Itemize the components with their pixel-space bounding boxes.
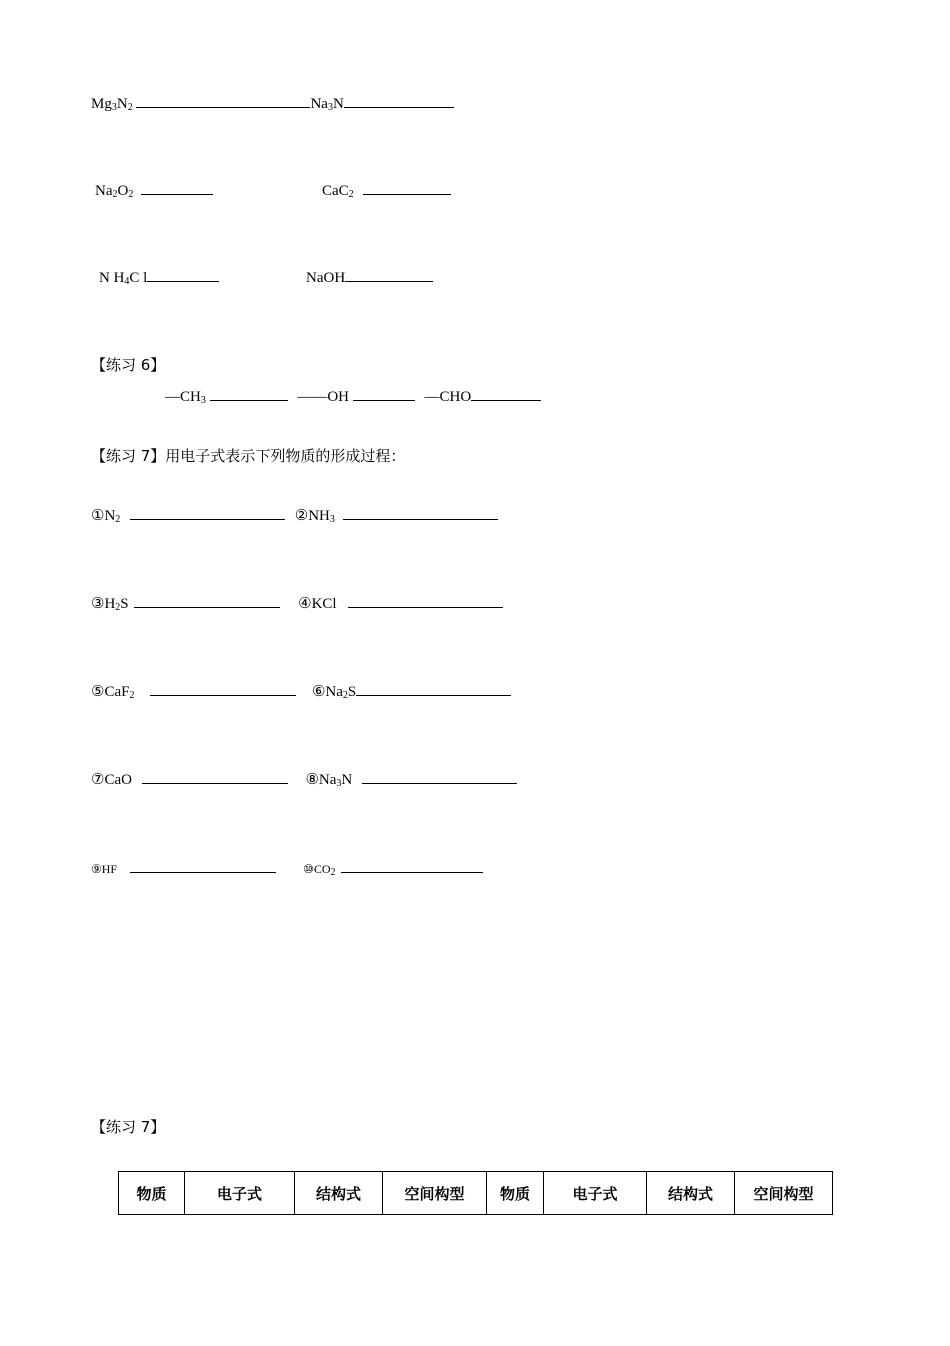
ex7-row-2: $③H_2S$ ④KCl [91,593,503,613]
answer-blank[interactable] [142,769,288,784]
header-spatial-shape: 空间构型 [735,1172,833,1215]
answer-blank[interactable] [344,93,454,108]
ex7-row-4: ⑦CaO $⑧Na_3N$ [91,769,517,789]
exercise-7-title: 【练习 7】用电子式表示下列物质的形成过程： [91,447,406,465]
header-structural-formula: 结构式 [647,1172,735,1215]
answer-blank[interactable] [348,593,503,608]
header-electron-formula: 电子式 [544,1172,647,1215]
answer-blank[interactable] [341,858,483,873]
exercise-6-groups: $—CH_3$ ——OH —CHO [165,386,541,406]
answer-blank[interactable] [141,180,213,195]
answer-blank[interactable] [356,681,511,696]
formula-mg3n2: $Mg_3N_2$ $Na_3N$ [91,93,454,113]
header-substance: 物质 [119,1172,185,1215]
molecule-table [118,1171,833,1215]
answer-blank[interactable] [471,386,541,401]
header-structural-formula: 结构式 [295,1172,383,1215]
formula-na2o2: $Na_2O_2$ [95,180,213,200]
answer-blank[interactable] [136,93,310,108]
header-substance: 物质 [487,1172,544,1215]
answer-blank[interactable] [363,180,451,195]
answer-blank[interactable] [150,681,296,696]
answer-blank[interactable] [134,593,280,608]
answer-blank[interactable] [130,858,276,873]
answer-blank[interactable] [353,386,415,401]
answer-blank[interactable] [130,505,285,520]
ex7-row-5: ⑨HF $⑩CO_2$ [91,858,483,878]
table-header-row [119,1172,833,1215]
ex7-row-1: $①N_2$ $②NH_3$ [91,505,498,525]
answer-blank[interactable] [210,386,288,401]
answer-blank[interactable] [345,267,433,282]
formula-nh4cl: N $H_4C$ l [99,267,219,287]
answer-blank[interactable] [147,267,219,282]
exercise-6-title: 【练习 6】 [91,356,166,374]
header-spatial-shape: 空间构型 [383,1172,487,1215]
ex7-row-3: ⑤CaF$_2$ $⑥Na_2S$ [91,681,511,701]
answer-blank[interactable] [362,769,517,784]
formula-naoh: NaOH [306,267,433,287]
formula-cac2: CaC$_2$ [322,180,451,200]
exercise-7b-title: 【练习 7】 [91,1118,166,1136]
header-electron-formula: 电子式 [185,1172,295,1215]
answer-blank[interactable] [343,505,498,520]
